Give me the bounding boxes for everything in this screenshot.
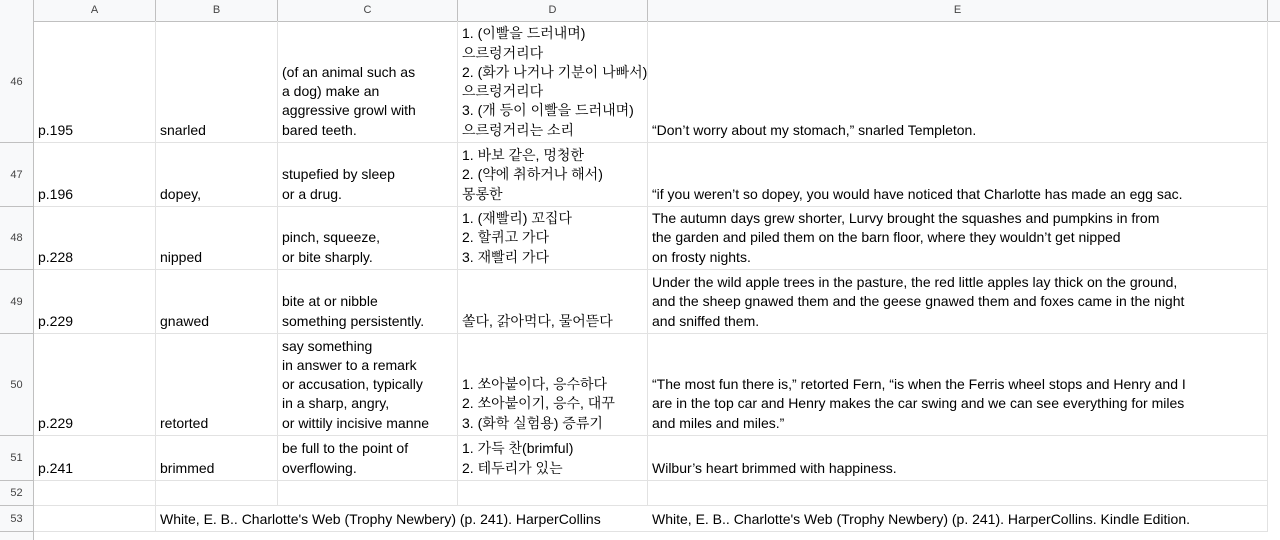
cell-page[interactable]: p.228: [34, 207, 156, 270]
column-header-e[interactable]: E: [648, 0, 1268, 21]
cell-page[interactable]: p.229: [34, 334, 156, 436]
row-header[interactable]: 47: [0, 143, 34, 207]
cell-page[interactable]: p.196: [34, 143, 156, 207]
cell-page[interactable]: p.241: [34, 436, 156, 481]
column-header-c[interactable]: C: [278, 0, 458, 21]
cell-page[interactable]: p.195: [34, 21, 156, 143]
cell-korean-meaning[interactable]: 1. 가득 찬(brimful) 2. 테두리가 있는: [458, 436, 648, 481]
row-header[interactable]: 53: [0, 506, 34, 532]
cell-definition[interactable]: say something in answer to a remark or accusation, typically in a sharp, angry, or wittily incisive manne: [278, 334, 458, 436]
cell-definition[interactable]: pinch, squeeze, or bite sharply.: [278, 207, 458, 270]
cell-word[interactable]: retorted: [156, 334, 278, 436]
cell-word[interactable]: [156, 481, 278, 506]
row-header-partial[interactable]: [0, 532, 34, 540]
cell-korean-meaning[interactable]: 1. (재빨리) 꼬집다 2. 할퀴고 가다 3. 재빨리 가다: [458, 207, 648, 270]
row-header[interactable]: 52: [0, 481, 34, 506]
row-header[interactable]: 50: [0, 334, 34, 436]
cell-example-sentence[interactable]: “if you weren’t so dopey, you would have noticed that Charlotte has made an egg sac.: [648, 143, 1268, 207]
cell-example-sentence[interactable]: The autumn days grew shorter, Lurvy brought the squashes and pumpkins in from the garden and piled them on the barn floor, where they wouldn’t get nipped on frosty nights.: [648, 207, 1268, 270]
cell-korean-meaning[interactable]: 1. 바보 같은, 멍청한 2. (약에 취하거나 해서) 몽롱한: [458, 143, 648, 207]
row-header[interactable]: 46: [0, 21, 34, 143]
cell-definition[interactable]: be full to the point of overflowing.: [278, 436, 458, 481]
column-header-a[interactable]: A: [34, 0, 156, 21]
cell-definition[interactable]: bite at or nibble something persistently.: [278, 270, 458, 334]
cell-word[interactable]: brimmed: [156, 436, 278, 481]
cell-citation-full[interactable]: White, E. B.. Charlotte's Web (Trophy Newbery) (p. 241). HarperCollins. Kindle Edition.: [648, 506, 1268, 532]
cell-example-sentence[interactable]: Under the wild apple trees in the pasture, the red little apples lay thick on the ground, and the sheep gnawed them and the geese gnawed them and foxes came in the night and sniffed them.: [648, 270, 1268, 334]
cell-korean-meaning[interactable]: 쏠다, 갉아먹다, 물어뜯다: [458, 270, 648, 334]
cell-definition[interactable]: stupefied by sleep or a drug.: [278, 143, 458, 207]
cell-word[interactable]: snarled: [156, 21, 278, 143]
cell-page[interactable]: [34, 481, 156, 506]
column-header-b[interactable]: B: [156, 0, 278, 21]
cell-page[interactable]: p.229: [34, 270, 156, 334]
cell-korean-meaning[interactable]: 1. (이빨을 드러내며) 으르렁거리다 2. (화가 나거나 기분이 나빠서) 으르렁거리다 3. (개 등이 이빨을 드러내며) 으르렁거리는 소리: [458, 21, 648, 143]
row-header[interactable]: 49: [0, 270, 34, 334]
cell-page[interactable]: [34, 506, 156, 532]
column-header-d[interactable]: D: [458, 0, 648, 21]
cell-word[interactable]: dopey,: [156, 143, 278, 207]
cell-example-sentence[interactable]: “Don’t worry about my stomach,” snarled Templeton.: [648, 21, 1268, 143]
cell-word[interactable]: nipped: [156, 207, 278, 270]
select-all-corner[interactable]: [0, 0, 34, 21]
row-header[interactable]: 48: [0, 207, 34, 270]
cell-citation[interactable]: White, E. B.. Charlotte's Web (Trophy Newbery) (p. 241). HarperCollins: [156, 506, 648, 532]
cell-example-sentence[interactable]: “The most fun there is,” retorted Fern, “is when the Ferris wheel stops and Henry and I are in the top car and Henry makes the car swing and we can see everything for miles and miles and miles.”: [648, 334, 1268, 436]
row-header[interactable]: 51: [0, 436, 34, 481]
cell-korean-meaning[interactable]: 1. 쏘아붙이다, 응수하다 2. 쏘아붙이기, 응수, 대꾸 3. (화학 실험용) 증류기: [458, 334, 648, 436]
cell-korean-meaning[interactable]: [458, 481, 648, 506]
cell-example-sentence[interactable]: [648, 481, 1268, 506]
cell-definition[interactable]: [278, 481, 458, 506]
cell-example-sentence[interactable]: Wilbur’s heart brimmed with happiness.: [648, 436, 1268, 481]
cell-word[interactable]: gnawed: [156, 270, 278, 334]
cell-definition[interactable]: (of an animal such as a dog) make an aggressive growl with bared teeth.: [278, 21, 458, 143]
